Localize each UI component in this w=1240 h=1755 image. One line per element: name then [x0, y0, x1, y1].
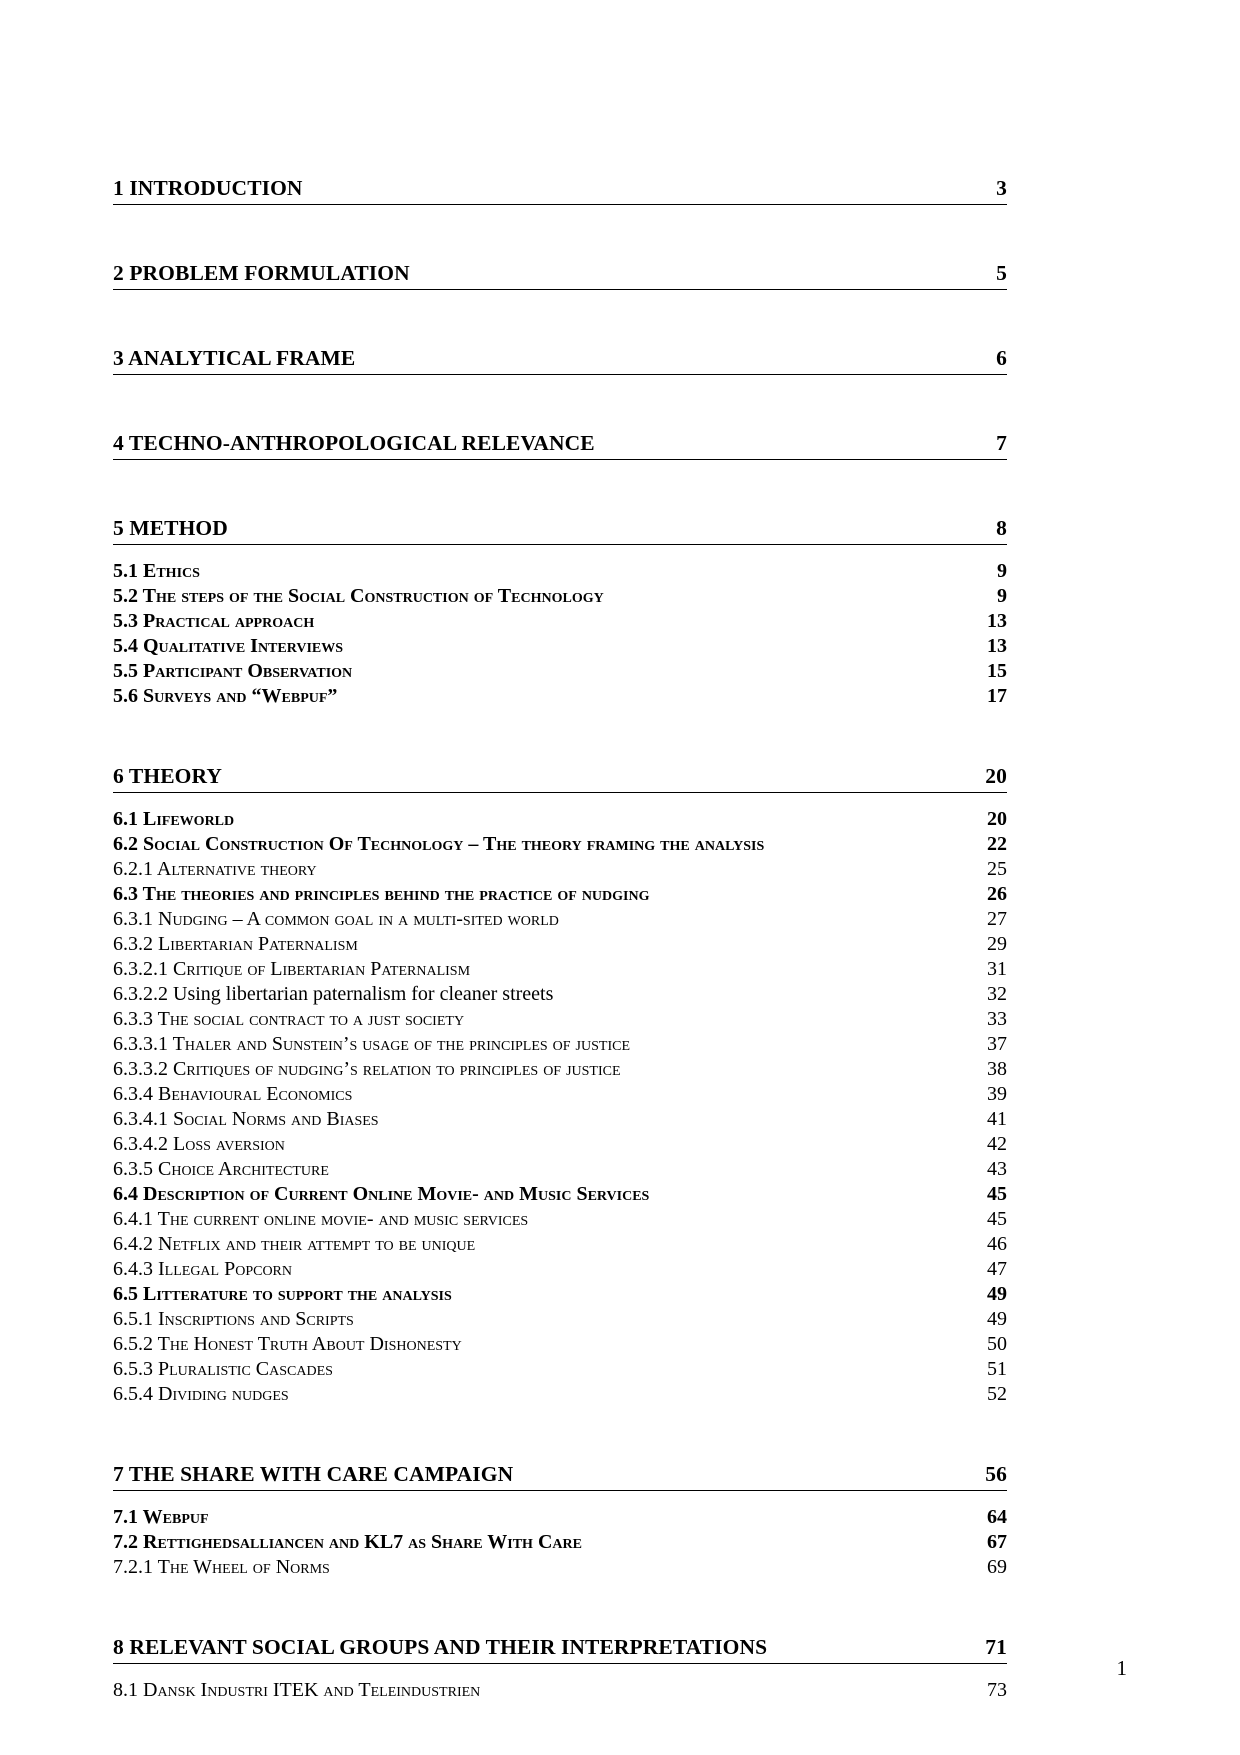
toc-leader: [289, 1383, 987, 1406]
toc-entry[interactable]: [113, 1208, 1007, 1231]
toc-entry-page-number: 69: [987, 1556, 1007, 1578]
toc-entry-title: 6.2.1 Alternative theory: [113, 858, 317, 880]
toc-entry-page-number: 39: [987, 1083, 1007, 1105]
toc-entry-title: 6.4.2 Netflix and their attempt to be unique: [113, 1233, 476, 1255]
toc-leader: [222, 764, 985, 789]
toc-entry-title: 3 ANALYTICAL FRAME: [113, 346, 356, 370]
toc-entry-title: 7.2 Rettighedsalliancen and KL7 as Share With Care: [113, 1531, 582, 1553]
toc-entry-title: 5.5 Participant Observation: [113, 660, 353, 682]
toc-entry[interactable]: [113, 1333, 1007, 1356]
toc-entry[interactable]: [113, 560, 1007, 583]
toc-entry[interactable]: [113, 261, 1007, 290]
toc-entry-title: 6.3.1 Nudging – A common goal in a multi-sited world: [113, 908, 559, 930]
toc-leader: [333, 1358, 987, 1381]
toc-entry-page-number: 20: [987, 808, 1007, 830]
toc-group-spacer: [113, 708, 1007, 734]
toc-entry-title: 6.3.3.2 Critiques of nudging’s relation to principles of justice: [113, 1058, 621, 1080]
toc-entry-page-number: 13: [987, 610, 1007, 632]
toc-leader: [452, 1283, 987, 1306]
toc-entry-page-number: 49: [987, 1308, 1007, 1330]
toc-entry[interactable]: [113, 1033, 1007, 1056]
toc-group-spacer: [113, 1579, 1007, 1605]
toc-entry[interactable]: [113, 1635, 1007, 1664]
toc-entry[interactable]: [113, 585, 1007, 608]
toc-entry-title: 6.3.2 Libertarian Paternalism: [113, 933, 358, 955]
toc-entry[interactable]: [113, 1108, 1007, 1131]
toc-leader: [228, 516, 996, 541]
toc-leader: [314, 610, 987, 633]
toc-entry-page-number: 9: [997, 585, 1007, 607]
toc-leader: [630, 1033, 987, 1056]
toc-entry-title: 8.1 Dansk Industri ITEK and Teleindustrien: [113, 1679, 481, 1701]
toc-entry-page-number: 67: [987, 1531, 1007, 1553]
toc-leader: [764, 833, 987, 856]
toc-entry-page-number: 26: [987, 883, 1007, 905]
toc-entry[interactable]: [113, 1679, 1007, 1702]
toc-entry[interactable]: [113, 660, 1007, 683]
toc-leader: [767, 1635, 985, 1660]
toc-group-spacer: [113, 460, 1007, 486]
toc-entry-page-number: 50: [987, 1333, 1007, 1355]
toc-entry[interactable]: [113, 808, 1007, 831]
toc-entry-page-number: 33: [987, 1008, 1007, 1030]
toc-entry[interactable]: [113, 1258, 1007, 1281]
toc-leader: [410, 261, 996, 286]
toc-entry[interactable]: [113, 908, 1007, 931]
toc-entry-page-number: 47: [987, 1258, 1007, 1280]
toc-entry-title: 6.4.1 The current online movie- and music services: [113, 1208, 529, 1230]
toc-leader: [343, 635, 987, 658]
toc-entry-title: 6.5 Litterature to support the analysis: [113, 1283, 452, 1305]
toc-entry[interactable]: [113, 516, 1007, 545]
toc-entry-title: 6.3.2.1 Critique of Libertarian Paternalism: [113, 958, 471, 980]
toc-entry-page-number: 9: [997, 560, 1007, 582]
toc-group-spacer: [113, 1491, 1007, 1504]
toc-group-spacer: [113, 1406, 1007, 1432]
toc-entry-page-number: 45: [987, 1208, 1007, 1230]
toc-leader: [595, 431, 996, 456]
toc-entry-page-number: 6: [996, 346, 1007, 370]
toc-leader: [329, 1158, 987, 1181]
toc-entry[interactable]: [113, 635, 1007, 658]
toc-entry-title: 6.4 Description of Current Online Movie- and Music Services: [113, 1183, 650, 1205]
toc-group-spacer: [113, 375, 1007, 401]
toc-entry[interactable]: [113, 1008, 1007, 1031]
toc-entry-title: 7 THE SHARE WITH CARE CAMPAIGN: [113, 1462, 514, 1486]
toc-entry-title: 6.2 Social Construction Of Technology – The theory framing the analysis: [113, 833, 765, 855]
toc-entry-title: 6.3.3 The social contract to a just society: [113, 1008, 465, 1030]
toc-entry-page-number: 25: [987, 858, 1007, 880]
toc-leader: [582, 1531, 987, 1554]
toc-leader: [464, 1008, 987, 1031]
toc-leader: [650, 883, 988, 906]
toc-entry[interactable]: [113, 1506, 1007, 1529]
toc-entry[interactable]: [113, 1308, 1007, 1331]
toc-entry[interactable]: [113, 1183, 1007, 1206]
toc-entry[interactable]: [113, 176, 1007, 205]
toc-entry-title: 5.3 Practical approach: [113, 610, 315, 632]
toc-entry-page-number: 20: [985, 764, 1007, 788]
toc-entry-page-number: 37: [987, 1033, 1007, 1055]
toc-entry-title: 8 RELEVANT SOCIAL GROUPS AND THEIR INTERPRETATIONS: [113, 1635, 768, 1659]
toc-entry-title: 6.3.4.2 Loss aversion: [113, 1133, 285, 1155]
page-number: 1: [1116, 1656, 1127, 1680]
toc-entry[interactable]: [113, 958, 1007, 981]
toc-entry-page-number: 22: [987, 833, 1007, 855]
toc-entry-page-number: 27: [987, 908, 1007, 930]
toc-entry-page-number: 41: [987, 1108, 1007, 1130]
toc-entry[interactable]: [113, 764, 1007, 793]
toc-leader: [528, 1208, 987, 1231]
toc-entry-title: 6.5.4 Dividing nudges: [113, 1383, 289, 1405]
toc-leader: [649, 1183, 987, 1206]
toc-leader: [317, 858, 987, 881]
toc-entry[interactable]: [113, 858, 1007, 881]
toc-entry[interactable]: [113, 1531, 1007, 1554]
toc-entry-page-number: 56: [985, 1462, 1007, 1486]
toc-group-spacer: [113, 1664, 1007, 1677]
toc-entry-page-number: 52: [987, 1383, 1007, 1405]
toc-entry-page-number: 64: [987, 1506, 1007, 1528]
toc-group-spacer: [113, 793, 1007, 806]
toc-entry-page-number: 7: [996, 431, 1007, 455]
toc-entry-page-number: 71: [985, 1635, 1007, 1659]
toc-leader: [559, 908, 987, 931]
toc-entry-title: 5.1 Ethics: [113, 560, 200, 582]
toc-entry-title: 6.3.5 Choice Architecture: [113, 1158, 329, 1180]
toc-entry-page-number: 46: [987, 1233, 1007, 1255]
toc-entry-page-number: 73: [987, 1679, 1007, 1701]
toc-leader: [292, 1258, 987, 1281]
toc-entry-title: 7.2.1 The Wheel of Norms: [113, 1556, 330, 1578]
toc-leader: [358, 933, 987, 956]
toc-entry-title: 5.4 Qualitative Interviews: [113, 635, 344, 657]
toc-entry-page-number: 32: [987, 983, 1007, 1005]
toc-entry-title: 6.1 Lifeworld: [113, 808, 235, 830]
toc-entry[interactable]: [113, 1083, 1007, 1106]
toc-entry-title: 6.3.4 Behavioural Economics: [113, 1083, 353, 1105]
toc-entry[interactable]: [113, 431, 1007, 460]
toc-entry-page-number: 42: [987, 1133, 1007, 1155]
toc-leader: [480, 1679, 987, 1702]
toc-entry-page-number: 17: [987, 685, 1007, 707]
toc-entry[interactable]: [113, 685, 1007, 708]
toc-entry-page-number: 31: [987, 958, 1007, 980]
toc-entry-title: 6.4.3 Illegal Popcorn: [113, 1258, 293, 1280]
toc-entry-page-number: 29: [987, 933, 1007, 955]
toc-leader: [285, 1133, 987, 1156]
toc-leader: [475, 1233, 987, 1256]
toc-leader: [553, 983, 987, 1006]
toc-entry-title: 5.2 The steps of the Social Construction of Technology: [113, 585, 604, 607]
toc-entry-page-number: 38: [987, 1058, 1007, 1080]
toc-entry[interactable]: [113, 1133, 1007, 1156]
toc-leader: [355, 346, 996, 371]
toc-leader: [513, 1462, 985, 1487]
toc-entry-page-number: 45: [987, 1183, 1007, 1205]
toc-entry-title: 6.5.1 Inscriptions and Scripts: [113, 1308, 354, 1330]
toc-entry-page-number: 49: [987, 1283, 1007, 1305]
toc-entry[interactable]: [113, 1158, 1007, 1181]
toc-entry-title: 6 THEORY: [113, 764, 222, 788]
toc-entry[interactable]: [113, 1233, 1007, 1256]
toc-entry-title: 6.3.4.1 Social Norms and Biases: [113, 1108, 379, 1130]
toc-entry[interactable]: [113, 346, 1007, 375]
toc-entry[interactable]: [113, 1358, 1007, 1381]
toc-leader: [352, 660, 987, 683]
toc-entry-page-number: 13: [987, 635, 1007, 657]
toc-entry-page-number: 43: [987, 1158, 1007, 1180]
toc-entry-title: 5.6 Surveys and “Webpuf”: [113, 685, 338, 707]
toc-group-spacer: [113, 290, 1007, 316]
toc-entry-title: 6.3.3.1 Thaler and Sunstein’s usage of the principles of justice: [113, 1033, 630, 1055]
toc-entry[interactable]: [113, 1283, 1007, 1306]
toc-leader: [234, 808, 987, 831]
toc-leader: [354, 1308, 987, 1331]
toc-entry[interactable]: [113, 1462, 1007, 1491]
toc-entry-title: 7.1 Webpuf: [113, 1506, 209, 1528]
toc-leader: [379, 1108, 987, 1131]
toc-entry-title: 5 METHOD: [113, 516, 228, 540]
toc-entry[interactable]: [113, 883, 1007, 906]
toc-entry[interactable]: [113, 1058, 1007, 1081]
toc-leader: [337, 685, 987, 708]
toc-leader: [352, 1083, 987, 1106]
toc-entry-title: 2 PROBLEM FORMULATION: [113, 261, 410, 285]
toc-entry[interactable]: [113, 983, 1007, 1006]
toc-entry-page-number: 8: [996, 516, 1007, 540]
toc-leader: [330, 1556, 987, 1579]
toc-entry-title: 6.3 The theories and principles behind the practice of nudging: [113, 883, 650, 905]
toc-leader: [462, 1333, 987, 1356]
toc-leader: [209, 1506, 987, 1529]
toc-entry-page-number: 15: [987, 660, 1007, 682]
toc-entry-title: 6.5.3 Pluralistic Cascades: [113, 1358, 333, 1380]
toc-entry-page-number: 51: [987, 1358, 1007, 1380]
toc-entry-title: 4 TECHNO-ANTHROPOLOGICAL RELEVANCE: [113, 431, 595, 455]
toc-entry-title: 1 INTRODUCTION: [113, 176, 303, 200]
toc-leader: [604, 585, 997, 608]
toc-entry[interactable]: [113, 833, 1007, 856]
toc-entry[interactable]: [113, 933, 1007, 956]
table-of-contents: [113, 176, 1007, 1702]
toc-leader: [303, 176, 997, 201]
toc-leader: [470, 958, 987, 981]
toc-entry[interactable]: [113, 610, 1007, 633]
toc-entry-page-number: 5: [996, 261, 1007, 285]
toc-group-spacer: [113, 205, 1007, 231]
toc-leader: [200, 560, 997, 583]
toc-leader: [621, 1058, 987, 1081]
toc-entry-title: 6.3.2.2 Using libertarian paternalism for cleaner streets: [113, 983, 554, 1005]
toc-entry[interactable]: [113, 1383, 1007, 1406]
toc-entry-title: 6.5.2 The Honest Truth About Dishonesty: [113, 1333, 462, 1355]
toc-group-spacer: [113, 545, 1007, 558]
toc-entry[interactable]: [113, 1556, 1007, 1579]
toc-entry-page-number: 3: [996, 176, 1007, 200]
